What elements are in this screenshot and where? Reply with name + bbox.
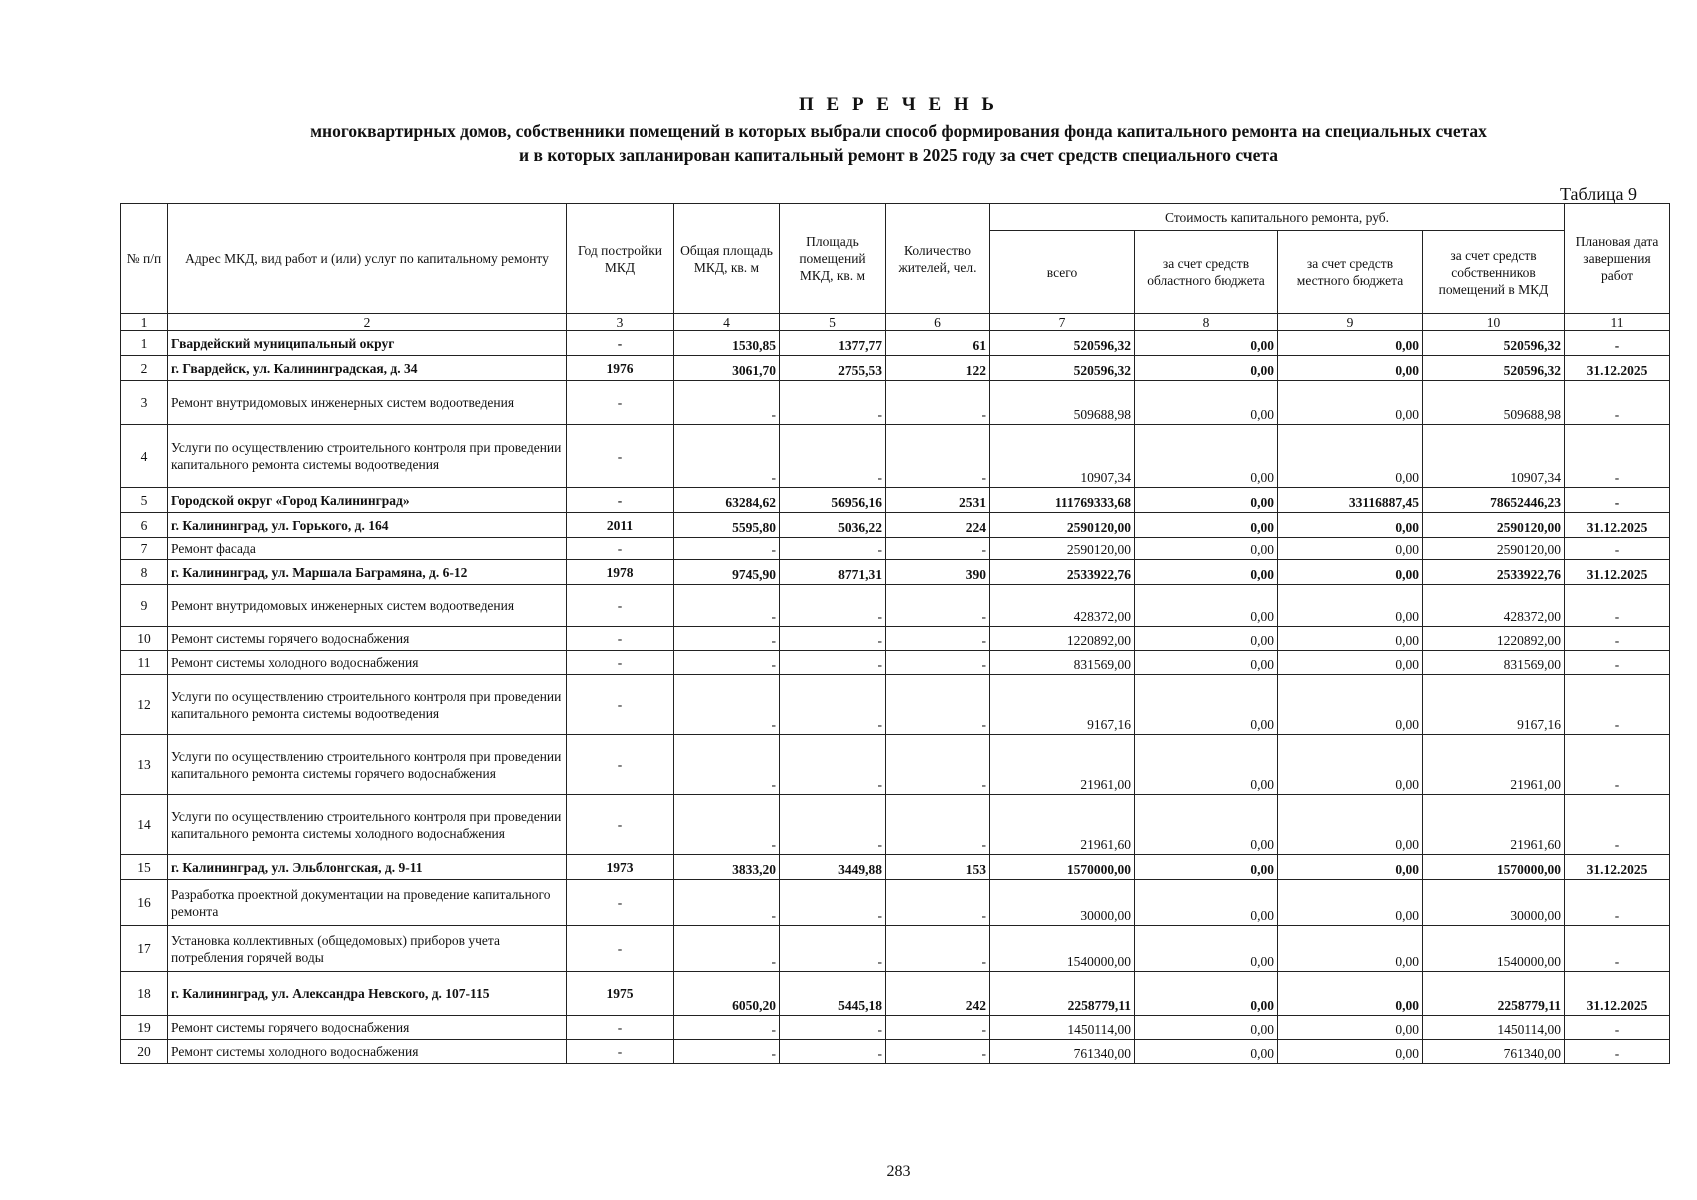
cell-cost-owners: 2590120,00 bbox=[1423, 538, 1565, 560]
cell-num: 15 bbox=[121, 855, 168, 880]
cell-cost-total: 111769333,68 bbox=[990, 488, 1135, 513]
table-row bbox=[121, 425, 1670, 488]
table-row bbox=[121, 381, 1670, 425]
cell-name: Ремонт внутридомовых инженерных систем водоотведения bbox=[168, 381, 567, 425]
cell-cost-regional: 0,00 bbox=[1135, 972, 1278, 1016]
table-row bbox=[121, 795, 1670, 855]
cell-cost-owners: 30000,00 bbox=[1423, 880, 1565, 926]
cell-premises-area: - bbox=[780, 735, 886, 795]
cell-cost-owners: 831569,00 bbox=[1423, 651, 1565, 675]
cell-cost-local: 0,00 bbox=[1278, 331, 1423, 356]
cell-year: 1978 bbox=[567, 560, 674, 585]
cell-premises-area: 1377,77 bbox=[780, 331, 886, 356]
cell-name: Услуги по осуществлению строительного контроля при проведении капитального ремонта системы водоотведения bbox=[168, 675, 567, 735]
cell-planned-date: - bbox=[1565, 1040, 1670, 1064]
cell-year: - bbox=[567, 735, 674, 795]
cell-cost-owners: 1570000,00 bbox=[1423, 855, 1565, 880]
cell-cost-owners: 2590120,00 bbox=[1423, 513, 1565, 538]
cell-num: 3 bbox=[121, 381, 168, 425]
col-header-address: Адрес МКД, вид работ и (или) услуг по капитальному ремонту bbox=[168, 204, 567, 314]
column-index-row bbox=[121, 314, 1670, 331]
cell-residents: - bbox=[886, 735, 990, 795]
cell-cost-regional: 0,00 bbox=[1135, 675, 1278, 735]
cell-cost-local: 0,00 bbox=[1278, 560, 1423, 585]
cell-cost-owners: 761340,00 bbox=[1423, 1040, 1565, 1064]
column-index-cell: 3 bbox=[567, 314, 674, 331]
cell-residents: - bbox=[886, 675, 990, 735]
cell-premises-area: - bbox=[780, 381, 886, 425]
cell-num: 14 bbox=[121, 795, 168, 855]
table-row bbox=[121, 675, 1670, 735]
cell-cost-regional: 0,00 bbox=[1135, 651, 1278, 675]
table-row bbox=[121, 356, 1670, 381]
table-row bbox=[121, 488, 1670, 513]
cell-name: г. Калининград, ул. Горького, д. 164 bbox=[168, 513, 567, 538]
cell-cost-owners: 2258779,11 bbox=[1423, 972, 1565, 1016]
cell-planned-date: - bbox=[1565, 381, 1670, 425]
column-index-cell: 10 bbox=[1423, 314, 1565, 331]
table-row bbox=[121, 538, 1670, 560]
table-row bbox=[121, 855, 1670, 880]
cell-cost-total: 2590120,00 bbox=[990, 513, 1135, 538]
cell-cost-total: 30000,00 bbox=[990, 880, 1135, 926]
cell-cost-owners: 78652446,23 bbox=[1423, 488, 1565, 513]
cell-num: 16 bbox=[121, 880, 168, 926]
cell-cost-local: 0,00 bbox=[1278, 585, 1423, 627]
cell-premises-area: 8771,31 bbox=[780, 560, 886, 585]
cell-total-area: - bbox=[674, 795, 780, 855]
cell-residents: 122 bbox=[886, 356, 990, 381]
cell-num: 5 bbox=[121, 488, 168, 513]
cell-planned-date: - bbox=[1565, 651, 1670, 675]
cell-cost-local: 0,00 bbox=[1278, 627, 1423, 651]
cell-cost-owners: 520596,32 bbox=[1423, 356, 1565, 381]
cell-year: - bbox=[567, 926, 674, 972]
cell-year: - bbox=[567, 651, 674, 675]
cell-total-area: 63284,62 bbox=[674, 488, 780, 513]
cell-year: - bbox=[567, 880, 674, 926]
cell-total-area: 3061,70 bbox=[674, 356, 780, 381]
table-row bbox=[121, 513, 1670, 538]
cell-num: 18 bbox=[121, 972, 168, 1016]
cell-num: 10 bbox=[121, 627, 168, 651]
cell-premises-area: 56956,16 bbox=[780, 488, 886, 513]
cell-cost-regional: 0,00 bbox=[1135, 425, 1278, 488]
cell-total-area: 5595,80 bbox=[674, 513, 780, 538]
cell-cost-owners: 1450114,00 bbox=[1423, 1016, 1565, 1040]
col-header-cost-group: Стоимость капитального ремонта, руб. bbox=[990, 204, 1565, 231]
column-index-cell: 11 bbox=[1565, 314, 1670, 331]
cell-name: Ремонт фасада bbox=[168, 538, 567, 560]
cell-planned-date: 31.12.2025 bbox=[1565, 855, 1670, 880]
cell-cost-owners: 428372,00 bbox=[1423, 585, 1565, 627]
cell-cost-regional: 0,00 bbox=[1135, 855, 1278, 880]
cell-planned-date: - bbox=[1565, 585, 1670, 627]
cell-cost-total: 1570000,00 bbox=[990, 855, 1135, 880]
cell-residents: 2531 bbox=[886, 488, 990, 513]
table-label: Таблица 9 bbox=[1560, 184, 1637, 204]
cell-residents: - bbox=[886, 926, 990, 972]
cell-cost-total: 509688,98 bbox=[990, 381, 1135, 425]
cell-name: Ремонт системы холодного водоснабжения bbox=[168, 651, 567, 675]
cell-residents: - bbox=[886, 1040, 990, 1064]
cell-name: Услуги по осуществлению строительного контроля при проведении капитального ремонта системы горячего водоснабжения bbox=[168, 735, 567, 795]
cell-year: 1973 bbox=[567, 855, 674, 880]
cell-cost-owners: 520596,32 bbox=[1423, 331, 1565, 356]
col-header-year: Год постройки МКД bbox=[567, 204, 674, 314]
cell-residents: - bbox=[886, 381, 990, 425]
col-header-premises-area: Площадь помещений МКД, кв. м bbox=[780, 204, 886, 314]
cell-cost-regional: 0,00 bbox=[1135, 1040, 1278, 1064]
cell-cost-regional: 0,00 bbox=[1135, 795, 1278, 855]
cell-year: - bbox=[567, 425, 674, 488]
cell-total-area: - bbox=[674, 381, 780, 425]
cell-cost-total: 1450114,00 bbox=[990, 1016, 1135, 1040]
cell-cost-total: 2590120,00 bbox=[990, 538, 1135, 560]
column-index-cell: 7 bbox=[990, 314, 1135, 331]
cell-cost-total: 428372,00 bbox=[990, 585, 1135, 627]
cell-planned-date: - bbox=[1565, 425, 1670, 488]
cell-residents: - bbox=[886, 1016, 990, 1040]
document-subtitle-line1: многоквартирных домов, собственники помещений в которых выбрали способ формирования фонда капитального ремонта на специальных счетах bbox=[310, 121, 1487, 141]
cell-cost-total: 831569,00 bbox=[990, 651, 1135, 675]
cell-name: г. Калининград, ул. Эльблонгская, д. 9-11 bbox=[168, 855, 567, 880]
cell-cost-local: 0,00 bbox=[1278, 972, 1423, 1016]
cell-name: Ремонт системы холодного водоснабжения bbox=[168, 1040, 567, 1064]
cell-name: Гвардейский муниципальный округ bbox=[168, 331, 567, 356]
cell-num: 1 bbox=[121, 331, 168, 356]
cell-year: 1976 bbox=[567, 356, 674, 381]
cell-total-area: - bbox=[674, 627, 780, 651]
cell-num: 4 bbox=[121, 425, 168, 488]
cell-cost-regional: 0,00 bbox=[1135, 880, 1278, 926]
cell-year: - bbox=[567, 538, 674, 560]
table-row bbox=[121, 560, 1670, 585]
cell-residents: - bbox=[886, 880, 990, 926]
cell-cost-regional: 0,00 bbox=[1135, 356, 1278, 381]
cell-cost-regional: 0,00 bbox=[1135, 926, 1278, 972]
cell-premises-area: - bbox=[780, 1016, 886, 1040]
cell-planned-date: - bbox=[1565, 675, 1670, 735]
cell-planned-date: - bbox=[1565, 880, 1670, 926]
cell-name: Ремонт системы горячего водоснабжения bbox=[168, 627, 567, 651]
document-title: П Е Р Е Ч Е Н Ь bbox=[799, 94, 998, 115]
cell-premises-area: - bbox=[780, 1040, 886, 1064]
cell-cost-regional: 0,00 bbox=[1135, 538, 1278, 560]
table-row bbox=[121, 880, 1670, 926]
cell-planned-date: 31.12.2025 bbox=[1565, 560, 1670, 585]
cell-cost-regional: 0,00 bbox=[1135, 585, 1278, 627]
col-header-cost-regional: за счет средств областного бюджета bbox=[1135, 231, 1278, 314]
cell-residents: 390 bbox=[886, 560, 990, 585]
table-body bbox=[121, 331, 1670, 1064]
cell-cost-total: 21961,60 bbox=[990, 795, 1135, 855]
table-row bbox=[121, 926, 1670, 972]
cell-name: г. Калининград, ул. Александра Невского, д. 107-115 bbox=[168, 972, 567, 1016]
header-row bbox=[121, 204, 1670, 231]
cell-premises-area: - bbox=[780, 425, 886, 488]
cell-total-area: - bbox=[674, 1016, 780, 1040]
cell-num: 12 bbox=[121, 675, 168, 735]
cell-total-area: - bbox=[674, 651, 780, 675]
cell-planned-date: - bbox=[1565, 488, 1670, 513]
cell-residents: 153 bbox=[886, 855, 990, 880]
cell-year: - bbox=[567, 675, 674, 735]
cell-premises-area: - bbox=[780, 651, 886, 675]
cell-planned-date: 31.12.2025 bbox=[1565, 513, 1670, 538]
cell-cost-local: 0,00 bbox=[1278, 356, 1423, 381]
cell-year: - bbox=[567, 585, 674, 627]
cell-cost-total: 9167,16 bbox=[990, 675, 1135, 735]
cell-total-area: - bbox=[674, 735, 780, 795]
cell-cost-local: 0,00 bbox=[1278, 926, 1423, 972]
cell-name: Ремонт системы горячего водоснабжения bbox=[168, 1016, 567, 1040]
cell-year: - bbox=[567, 331, 674, 356]
column-index-cell: 2 bbox=[168, 314, 567, 331]
cell-planned-date: - bbox=[1565, 735, 1670, 795]
cell-year: 2011 bbox=[567, 513, 674, 538]
cell-cost-local: 0,00 bbox=[1278, 1016, 1423, 1040]
cell-year: 1975 bbox=[567, 972, 674, 1016]
cell-name: Услуги по осуществлению строительного контроля при проведении капитального ремонта системы водоотведения bbox=[168, 425, 567, 488]
cell-planned-date: - bbox=[1565, 1016, 1670, 1040]
cell-cost-total: 1220892,00 bbox=[990, 627, 1135, 651]
cell-cost-local: 0,00 bbox=[1278, 735, 1423, 795]
registry-table bbox=[120, 203, 1670, 1064]
table-row bbox=[121, 651, 1670, 675]
table-row bbox=[121, 972, 1670, 1016]
cell-premises-area: - bbox=[780, 675, 886, 735]
cell-cost-owners: 21961,60 bbox=[1423, 795, 1565, 855]
cell-cost-regional: 0,00 bbox=[1135, 381, 1278, 425]
cell-cost-local: 0,00 bbox=[1278, 855, 1423, 880]
cell-cost-regional: 0,00 bbox=[1135, 513, 1278, 538]
cell-num: 17 bbox=[121, 926, 168, 972]
cell-total-area: 3833,20 bbox=[674, 855, 780, 880]
col-header-cost-local: за счет средств местного бюджета bbox=[1278, 231, 1423, 314]
cell-total-area: 6050,20 bbox=[674, 972, 780, 1016]
cell-planned-date: - bbox=[1565, 627, 1670, 651]
cell-total-area: - bbox=[674, 880, 780, 926]
cell-cost-owners: 1540000,00 bbox=[1423, 926, 1565, 972]
cell-premises-area: - bbox=[780, 585, 886, 627]
cell-residents: - bbox=[886, 585, 990, 627]
cell-cost-owners: 2533922,76 bbox=[1423, 560, 1565, 585]
cell-cost-total: 1540000,00 bbox=[990, 926, 1135, 972]
cell-cost-local: 0,00 bbox=[1278, 538, 1423, 560]
cell-cost-local: 0,00 bbox=[1278, 1040, 1423, 1064]
cell-year: - bbox=[567, 795, 674, 855]
cell-year: - bbox=[567, 381, 674, 425]
col-header-cost-owners: за счет средств собственников помещений в МКД bbox=[1423, 231, 1565, 314]
cell-residents: - bbox=[886, 538, 990, 560]
cell-premises-area: - bbox=[780, 926, 886, 972]
cell-num: 7 bbox=[121, 538, 168, 560]
cell-name: Разработка проектной документации на проведение капитального ремонта bbox=[168, 880, 567, 926]
cell-cost-owners: 10907,34 bbox=[1423, 425, 1565, 488]
cell-cost-total: 21961,00 bbox=[990, 735, 1135, 795]
cell-cost-local: 33116887,45 bbox=[1278, 488, 1423, 513]
cell-cost-total: 761340,00 bbox=[990, 1040, 1135, 1064]
cell-cost-regional: 0,00 bbox=[1135, 488, 1278, 513]
cell-cost-local: 0,00 bbox=[1278, 381, 1423, 425]
cell-cost-local: 0,00 bbox=[1278, 513, 1423, 538]
column-index-cell: 1 bbox=[121, 314, 168, 331]
column-index-cell: 9 bbox=[1278, 314, 1423, 331]
cell-total-area: - bbox=[674, 926, 780, 972]
cell-premises-area: 5036,22 bbox=[780, 513, 886, 538]
cell-cost-local: 0,00 bbox=[1278, 795, 1423, 855]
cell-year: - bbox=[567, 488, 674, 513]
cell-year: - bbox=[567, 627, 674, 651]
cell-year: - bbox=[567, 1016, 674, 1040]
cell-residents: 61 bbox=[886, 331, 990, 356]
table-row bbox=[121, 1040, 1670, 1064]
cell-residents: 242 bbox=[886, 972, 990, 1016]
cell-cost-total: 520596,32 bbox=[990, 356, 1135, 381]
cell-premises-area: - bbox=[780, 795, 886, 855]
cell-total-area: 1530,85 bbox=[674, 331, 780, 356]
cell-name: Услуги по осуществлению строительного контроля при проведении капитального ремонта системы холодного водоснабжения bbox=[168, 795, 567, 855]
table-row bbox=[121, 331, 1670, 356]
cell-total-area: 9745,90 bbox=[674, 560, 780, 585]
cell-cost-regional: 0,00 bbox=[1135, 627, 1278, 651]
cell-name: г. Калининград, ул. Маршала Баграмяна, д. 6-12 bbox=[168, 560, 567, 585]
cell-total-area: - bbox=[674, 585, 780, 627]
cell-num: 13 bbox=[121, 735, 168, 795]
cell-residents: - bbox=[886, 651, 990, 675]
cell-cost-local: 0,00 bbox=[1278, 651, 1423, 675]
cell-cost-total: 10907,34 bbox=[990, 425, 1135, 488]
cell-total-area: - bbox=[674, 425, 780, 488]
cell-premises-area: - bbox=[780, 538, 886, 560]
col-header-cost-total: всего bbox=[990, 231, 1135, 314]
cell-planned-date: - bbox=[1565, 331, 1670, 356]
cell-premises-area: 3449,88 bbox=[780, 855, 886, 880]
table-row bbox=[121, 627, 1670, 651]
col-header-num: № п/п bbox=[121, 204, 168, 314]
column-index-cell: 5 bbox=[780, 314, 886, 331]
column-index-cell: 4 bbox=[674, 314, 780, 331]
cell-residents: 224 bbox=[886, 513, 990, 538]
cell-premises-area: - bbox=[780, 627, 886, 651]
cell-cost-local: 0,00 bbox=[1278, 675, 1423, 735]
cell-residents: - bbox=[886, 627, 990, 651]
cell-total-area: - bbox=[674, 675, 780, 735]
cell-premises-area: 5445,18 bbox=[780, 972, 886, 1016]
cell-name: г. Гвардейск, ул. Калининградская, д. 34 bbox=[168, 356, 567, 381]
cell-cost-regional: 0,00 bbox=[1135, 735, 1278, 795]
cell-name: Городской округ «Город Калининград» bbox=[168, 488, 567, 513]
cell-cost-local: 0,00 bbox=[1278, 880, 1423, 926]
cell-num: 20 bbox=[121, 1040, 168, 1064]
cell-planned-date: 31.12.2025 bbox=[1565, 356, 1670, 381]
table-row bbox=[121, 735, 1670, 795]
cell-year: - bbox=[567, 1040, 674, 1064]
cell-cost-total: 2533922,76 bbox=[990, 560, 1135, 585]
cell-planned-date: - bbox=[1565, 926, 1670, 972]
cell-cost-local: 0,00 bbox=[1278, 425, 1423, 488]
document-subtitle-line2: и в которых запланирован капитальный ремонт в 2025 году за счет средств специального счета bbox=[519, 145, 1278, 165]
cell-num: 2 bbox=[121, 356, 168, 381]
col-header-residents: Количество жителей, чел. bbox=[886, 204, 990, 314]
cell-cost-regional: 0,00 bbox=[1135, 331, 1278, 356]
cell-cost-owners: 1220892,00 bbox=[1423, 627, 1565, 651]
cell-residents: - bbox=[886, 425, 990, 488]
cell-total-area: - bbox=[674, 1040, 780, 1064]
cell-num: 19 bbox=[121, 1016, 168, 1040]
column-index-cell: 6 bbox=[886, 314, 990, 331]
col-header-total-area: Общая площадь МКД, кв. м bbox=[674, 204, 780, 314]
column-index-cell: 8 bbox=[1135, 314, 1278, 331]
cell-cost-total: 520596,32 bbox=[990, 331, 1135, 356]
cell-planned-date: 31.12.2025 bbox=[1565, 972, 1670, 1016]
cell-cost-owners: 21961,00 bbox=[1423, 735, 1565, 795]
cell-premises-area: - bbox=[780, 880, 886, 926]
cell-num: 8 bbox=[121, 560, 168, 585]
cell-residents: - bbox=[886, 795, 990, 855]
cell-premises-area: 2755,53 bbox=[780, 356, 886, 381]
cell-cost-regional: 0,00 bbox=[1135, 560, 1278, 585]
cell-cost-owners: 9167,16 bbox=[1423, 675, 1565, 735]
cell-num: 9 bbox=[121, 585, 168, 627]
cell-num: 11 bbox=[121, 651, 168, 675]
cell-name: Ремонт внутридомовых инженерных систем водоотведения bbox=[168, 585, 567, 627]
cell-cost-total: 2258779,11 bbox=[990, 972, 1135, 1016]
table-row bbox=[121, 1016, 1670, 1040]
page-number: 283 bbox=[886, 1163, 911, 1180]
cell-total-area: - bbox=[674, 538, 780, 560]
cell-cost-regional: 0,00 bbox=[1135, 1016, 1278, 1040]
cell-planned-date: - bbox=[1565, 795, 1670, 855]
cell-num: 6 bbox=[121, 513, 168, 538]
cell-cost-owners: 509688,98 bbox=[1423, 381, 1565, 425]
table-row bbox=[121, 585, 1670, 627]
col-header-planned-date: Плановая дата завершения работ bbox=[1565, 204, 1670, 314]
cell-planned-date: - bbox=[1565, 538, 1670, 560]
cell-name: Установка коллективных (общедомовых) приборов учета потребления горячей воды bbox=[168, 926, 567, 972]
